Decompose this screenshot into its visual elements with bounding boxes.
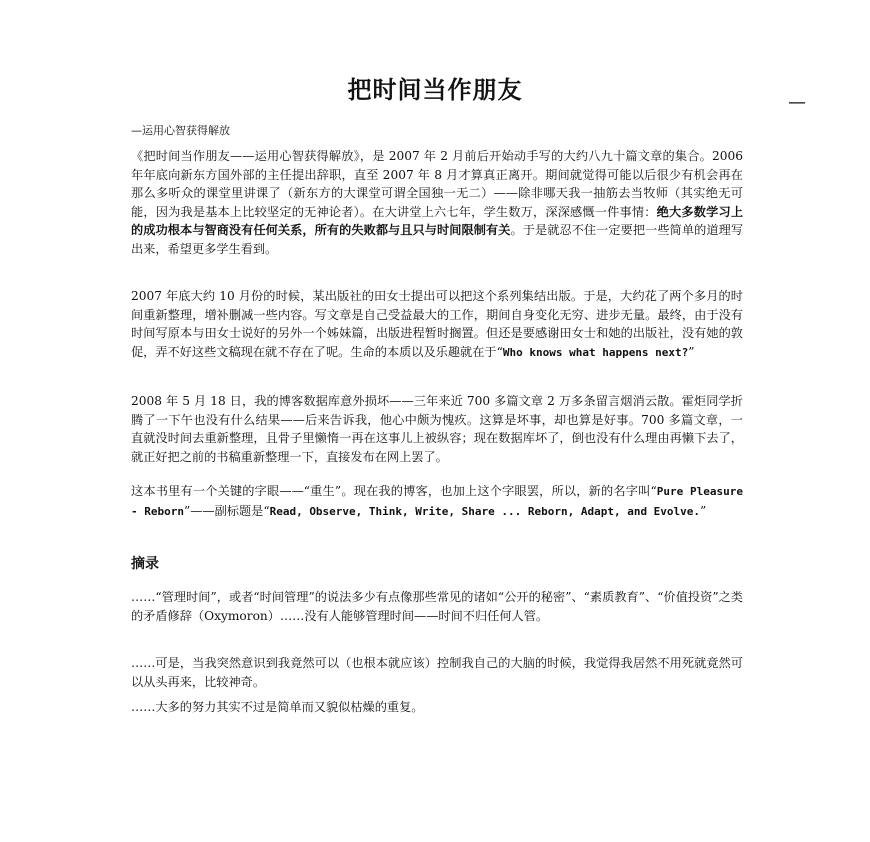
corner-dash-mark: — [788,92,806,113]
paragraph-text: 这本书里有一个关键的字眼——“重生”。现在我的博客，也加上这个字眼罢，所以，新的名字叫“ [131,484,657,498]
document-title: 把时间当作朋友 [347,75,523,104]
excerpt-heading: 摘录 [131,556,159,572]
paragraph-text: ”——副标题是“ [183,503,270,518]
english-quote: Who knows what happens next? [502,345,689,359]
paragraph-text: ” [700,503,707,518]
blog-name: Pure Pleasure - Reborn [131,485,743,518]
emphasized-sentence: 绝大多数学习上的成功根本与智商没有任何关系，所有的失败都与且只与时间限制有关 [131,204,744,238]
intro-paragraph-3: 2008 年 5 月 18 日，我的博客数据库意外损坏——三年来近 700 多篇文章 2 万多条留言烟消云散。霍炬同学折腾了一下午也没有什么结果——后来告诉我，他心中颇为愧疚。这算是坏事，却也算是好事。700 多篇文章，一直就没时间去重新整理，且骨子里懒惰一再在这事儿上被纵容；现在数据库坏了，倒也没有什么理由再懒下去了，就正好把之前的书稿重新整理一下，直接发布在网上罢了。 [131,394,743,464]
paragraph-text: 。于是就忍不住一定要把一些简单的道理写出来，希望更多学生看到。 [131,223,744,256]
intro-paragraph-1 [131,147,743,259]
intro-paragraph-2 [131,287,743,362]
document-subtitle: —运用心智获得解放 [131,124,230,137]
intro-paragraph-4 [131,482,743,521]
excerpt-2: ……可是，当我突然意识到我竟然可以（也根本就应该）控制我自己的大脑的时候，我觉得我居然不用死就竟然可以从头再来，比较神奇。 [131,656,743,689]
excerpt-3: ……大多的努力其实不过是简单而又貌似枯燥的重复。 [131,700,424,714]
paragraph-text: 2007 年底大约 10 月份的时候，某出版社的田女士提出可以把这个系列集结出版。于是，大约花了两个多月的时间重新整理，增补删减一些内容。写文章是自己受益最大的工作，期间自身变化无穷、进步无量。最终，由于没有时间写原本与田女士说好的另外一个姊妹篇，出版进程暂时搁置。但还是要感谢田女士和她的出版社，没有她的敦促，弄不好这些文稿现在就不存在了呢。生命的本质以及乐趣就在于“ [131,289,743,359]
paragraph-text: 《把时间当作朋友——运用心智获得解放》，是 2007 年 2 月前后开始动手写的大约八九十篇文章的集合。2006 年年底向新东方国外部的主任提出辞职，直至 2007 年 8 月才算真正离开。期间就觉得可能以后很少有机会再在那么多听众的课堂里讲课了（新东方的大课堂可谓全国独一无二）——除非哪天我一抽筋去当牧师（其实绝无可能，因为我是基本上比较坚定的无神论者）。在大讲堂上六七年，学生数万，深深感慨一件事情： [131,149,743,219]
excerpt-1: ……“管理时间”，或者“时间管理”的说法多少有点像那些常见的诸如“公开的秘密”、“素质教育”、“价值投资”之类的矛盾修辞（Oxymoron）……没有人能够管理时间——时间不归任何人管。 [131,590,743,623]
paragraph-text: ” [688,344,695,359]
blog-subtitle: Read, Observe, Think, Write, Share ... Reborn, Adapt, and Evolve. [269,504,701,518]
